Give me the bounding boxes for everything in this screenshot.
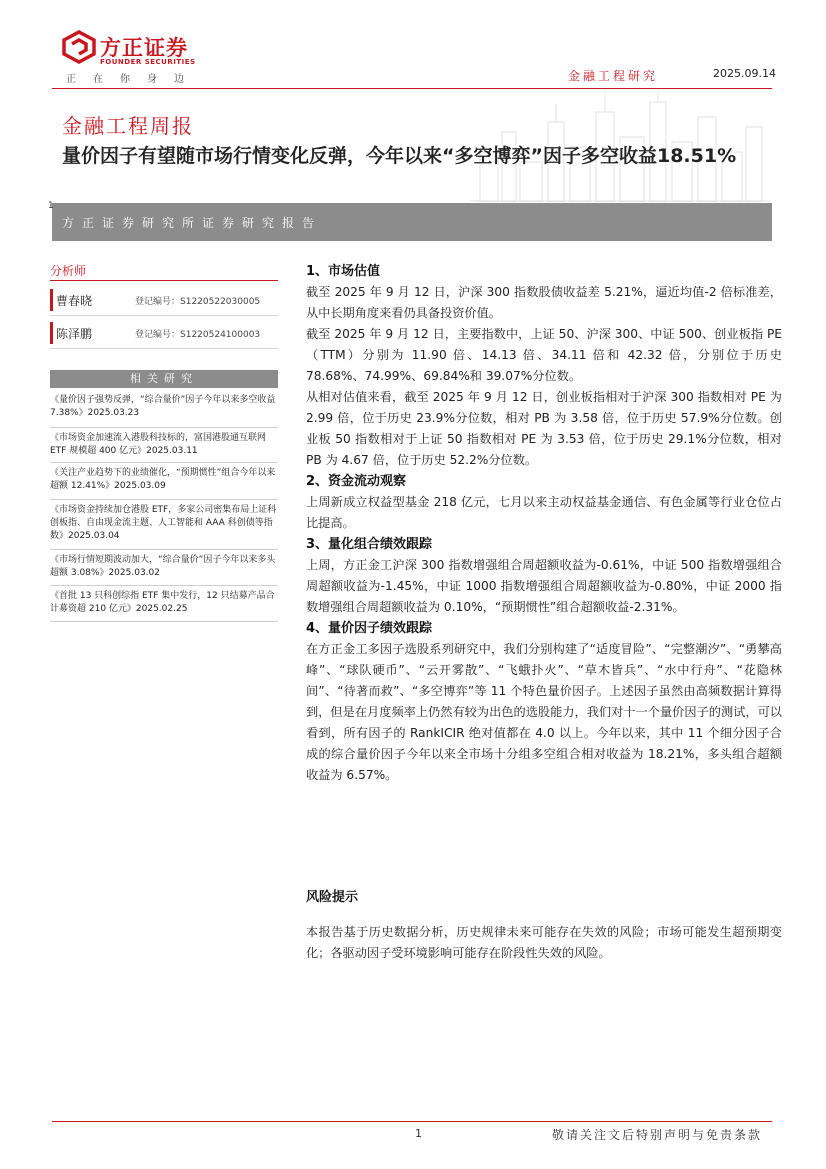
- department-label: 金融工程研究: [568, 69, 659, 83]
- report-title: 量价因子有望随市场行情变化反弹，今年以来“多空博弈”因子多空收益18.51%: [62, 145, 737, 167]
- analyst-name: 曹春晓: [56, 294, 93, 308]
- analyst-row: [50, 289, 278, 311]
- body-paragraph: 从相对估值来看，截至 2025 年 9 月 12 日，创业板指相对于沪深 300 指数相对 PE 为 2.99 倍，位于历史 23.9%分位数，相对 PB 为 3.58 倍，位于历史 57.9%分位数。创业板 50 指数相对于上证 50 指数相对 PE 为 3.53 倍，位于历史 29.1%分位数，相对 PB 为 4.67 倍，位于历史 52.2%分位数。: [306, 390, 782, 467]
- related-report-link[interactable]: 《市场资金加速流入港股科技标的，富国港股通互联网 ETF 规模超 400 亿元》2025.03.11: [50, 433, 267, 456]
- footer-divider: [52, 1121, 772, 1122]
- header-divider: [52, 88, 772, 89]
- risk-text: 本报告基于历史数据分析，历史规律未来可能存在失效的风险；市场可能发生超预期变化；各驱动因子受环境影响可能存在阶段性失效的风险。: [306, 925, 782, 960]
- page-number: 1: [415, 1127, 422, 1140]
- related-report-link[interactable]: 《首批 13 只科创综指 ETF 集中发行，12 只结募产品合计募资超 210 亿元》2025.02.25: [50, 591, 275, 614]
- report-type-heading: 金融工程周报: [62, 114, 194, 138]
- related-separator: [50, 585, 278, 586]
- analyst-separator: [50, 315, 278, 316]
- disclaimer-note: 敬请关注文后特别声明与免责条款: [552, 1128, 763, 1142]
- report-summary: [306, 261, 782, 786]
- related-report-link[interactable]: 《市场资金持续加仓港股 ETF，多家公司密集布局上证科创板指、自由现金流主题、人工智能和 AAA 科创债等指数》2025.03.04: [50, 505, 277, 541]
- related-separator: [50, 621, 278, 622]
- brand-name-cn: 方正证券: [100, 36, 188, 60]
- related-report-link[interactable]: 《量价因子强势反弹，“综合量价”因子今年以来多空收益 7.38%》2025.03.23: [50, 395, 276, 418]
- section-heading: 2、资金流动观察: [306, 474, 407, 489]
- body-paragraph: 在方正金工多因子选股系列研究中，我们分别构建了“适度冒险”、“完整潮汐”、“勇攀高峰”、“球队硬币”、“云开雾散”、“飞蛾扑火”、“草木皆兵”、“水中行舟”、“花隐林间”、“待著而救”、“多空博弈”等 11 个特色量价因子。上述因子虽然由高频数据计算得到，但是在月度频率上仍然有较为出色的选股能力，我们对十一个量价因子的测试，可以看到，所有因子的 RankICIR 绝对值都在 4.0 以上。今年以来，其中 11 个细分因子合成的综合量价因子今年以来全市场十分组多空组合相对收益为 18.21%，多头组合超额收益为 6.57%。: [306, 642, 782, 782]
- founder-logo-icon: [62, 30, 96, 64]
- related-report-link[interactable]: 《关注产业趋势下的业绩催化，“预期惯性”组合今年以来超额 12.41%》2025.03.09: [50, 468, 276, 491]
- related-separator: [50, 462, 278, 463]
- related-separator: [50, 427, 278, 428]
- analyst-divider: [50, 280, 278, 281]
- analyst-registration: 登记编号：S1220522030005: [135, 297, 261, 307]
- band-label: 方正证券研究所证券研究报告: [62, 216, 323, 230]
- analyst-row: [50, 322, 278, 344]
- analyst-name: 陈泽鹏: [56, 327, 93, 341]
- analyst-separator: [50, 348, 278, 349]
- slogan: 正在你身边: [66, 74, 201, 85]
- risk-section: [306, 888, 782, 964]
- body-paragraph: 截至 2025 年 9 月 12 日，主要指数中，上证 50、沪深 300、中证 500、创业板指 PE（TTM）分别为 11.90 倍、14.13 倍、34.11 倍和 42.32 倍，分别位于历史 78.68%、74.99%、69.84%和 39.07%分位数。: [306, 327, 782, 383]
- related-report-link[interactable]: 《市场行情短期波动加大，“综合量价”因子今年以来多头超额 3.08%》2025.03.02: [50, 555, 276, 578]
- band-number: 1: [48, 201, 54, 211]
- related-separator: [50, 549, 278, 550]
- risk-heading: 风险提示: [306, 890, 359, 905]
- related-separator: [50, 499, 278, 500]
- related-research-heading: 相关研究: [50, 370, 278, 388]
- section-heading: 1、市场估值: [306, 264, 381, 279]
- brand-name-en: FOUNDER SECURITIES: [100, 58, 196, 66]
- body-paragraph: 上周新成立权益型基金 218 亿元，七月以来主动权益基金通信、有色金属等行业仓位占比提高。: [306, 495, 782, 530]
- section-heading: 3、量化组合绩效跟踪: [306, 537, 433, 552]
- analyst-heading: 分析师: [50, 264, 87, 278]
- body-paragraph: 截至 2025 年 9 月 12 日，沪深 300 指数股债收益差 5.21%，逼近均值-2 倍标准差，从中长期角度来看仍具备投资价值。: [306, 285, 782, 320]
- analyst-registration: 登记编号：S1220524100003: [135, 330, 261, 340]
- body-paragraph: 上周，方正金工沪深 300 指数增强组合周超额收益为-0.61%，中证 500 指数增强组合周超额收益为-1.45%，中证 1000 指数增强组合周超额收益为-0.80%，中证 2000 指数增强组合周超额收益为 0.10%，“预期惯性”组合超额收益-2.31%。: [306, 558, 782, 614]
- section-heading: 4、量价因子绩效跟踪: [306, 621, 433, 636]
- report-date: 2025.09.14: [713, 67, 776, 80]
